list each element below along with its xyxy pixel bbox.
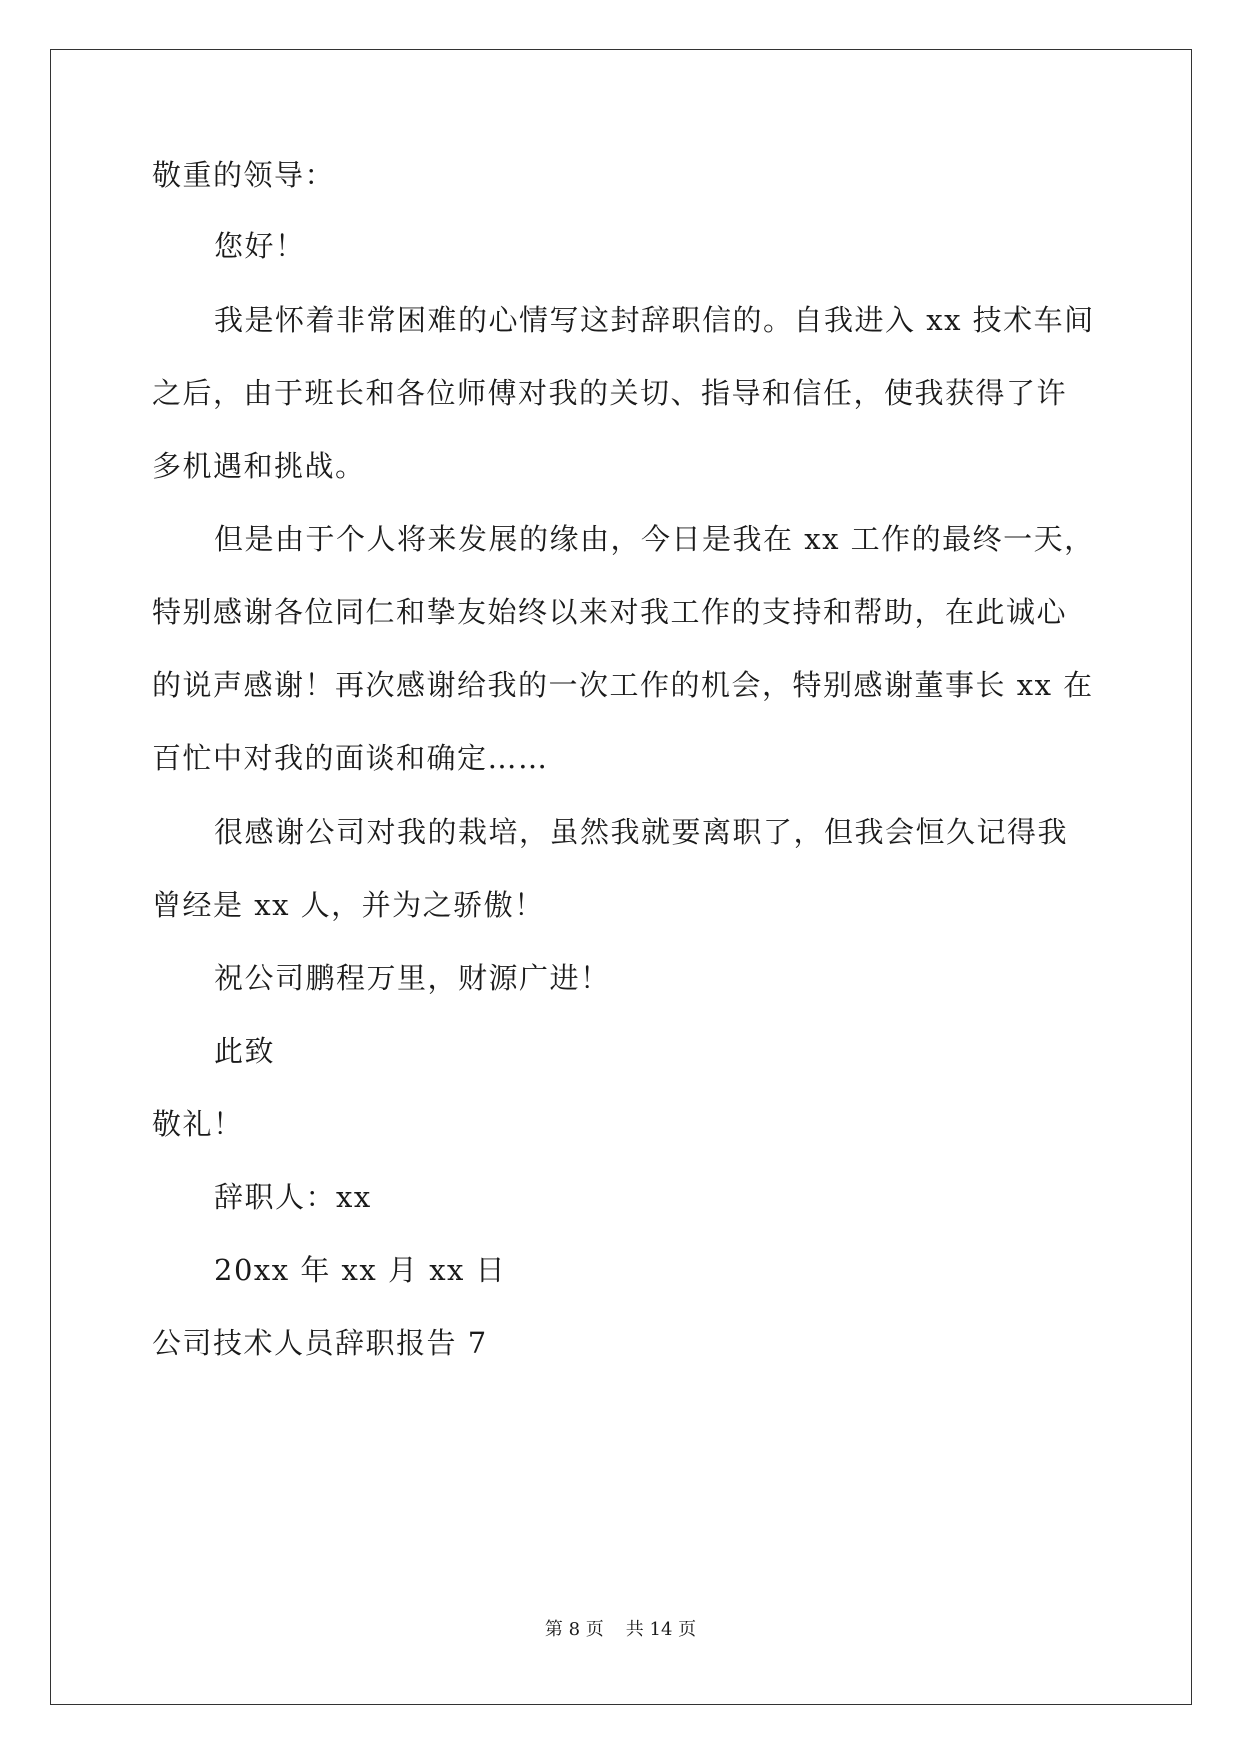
paragraph-line: 特别感谢各位同仁和挚友始终以来对我工作的支持和帮助，在此诚心 xyxy=(152,595,1068,629)
paragraph-line: 多机遇和挑战。 xyxy=(152,449,366,483)
closing-wish: 祝公司鹏程万里，财源广进！ xyxy=(214,961,611,995)
closing-phrase: 此致 xyxy=(214,1034,276,1068)
date-line: 20xx 年 xx 月 xx 日 xyxy=(214,1253,507,1287)
signature-line: 辞职人：xx xyxy=(214,1180,372,1214)
salutation: 敬重的领导： xyxy=(152,158,336,192)
page-number: 第 8 页 xyxy=(544,1619,604,1640)
closing-salute: 敬礼！ xyxy=(152,1107,244,1141)
greeting: 您好！ xyxy=(214,229,306,263)
section-heading: 公司技术人员辞职报告 7 xyxy=(152,1326,488,1360)
paragraph-line: 之后，由于班长和各位师傅对我的关切、指导和信任，使我获得了许 xyxy=(152,376,1068,410)
page-footer xyxy=(0,1618,1241,1642)
paragraph-line: 但是由于个人将来发展的缘由，今日是我在 xx 工作的最终一天， xyxy=(214,522,1095,556)
paragraph-line: 很感谢公司对我的栽培，虽然我就要离职了，但我会恒久记得我 xyxy=(214,815,1069,849)
paragraph-line: 我是怀着非常困难的心情写这封辞职信的。自我进入 xx 技术车间 xyxy=(214,303,1095,337)
paragraph-line: 曾经是 xx 人，并为之骄傲！ xyxy=(152,888,545,922)
page-total: 共 14 页 xyxy=(625,1619,697,1640)
paragraph-line: 百忙中对我的面谈和确定…… xyxy=(152,741,549,775)
page-border xyxy=(50,49,1192,1705)
paragraph-line: 的说声感谢！再次感谢给我的一次工作的机会，特别感谢董事长 xx 在 xyxy=(152,668,1094,702)
